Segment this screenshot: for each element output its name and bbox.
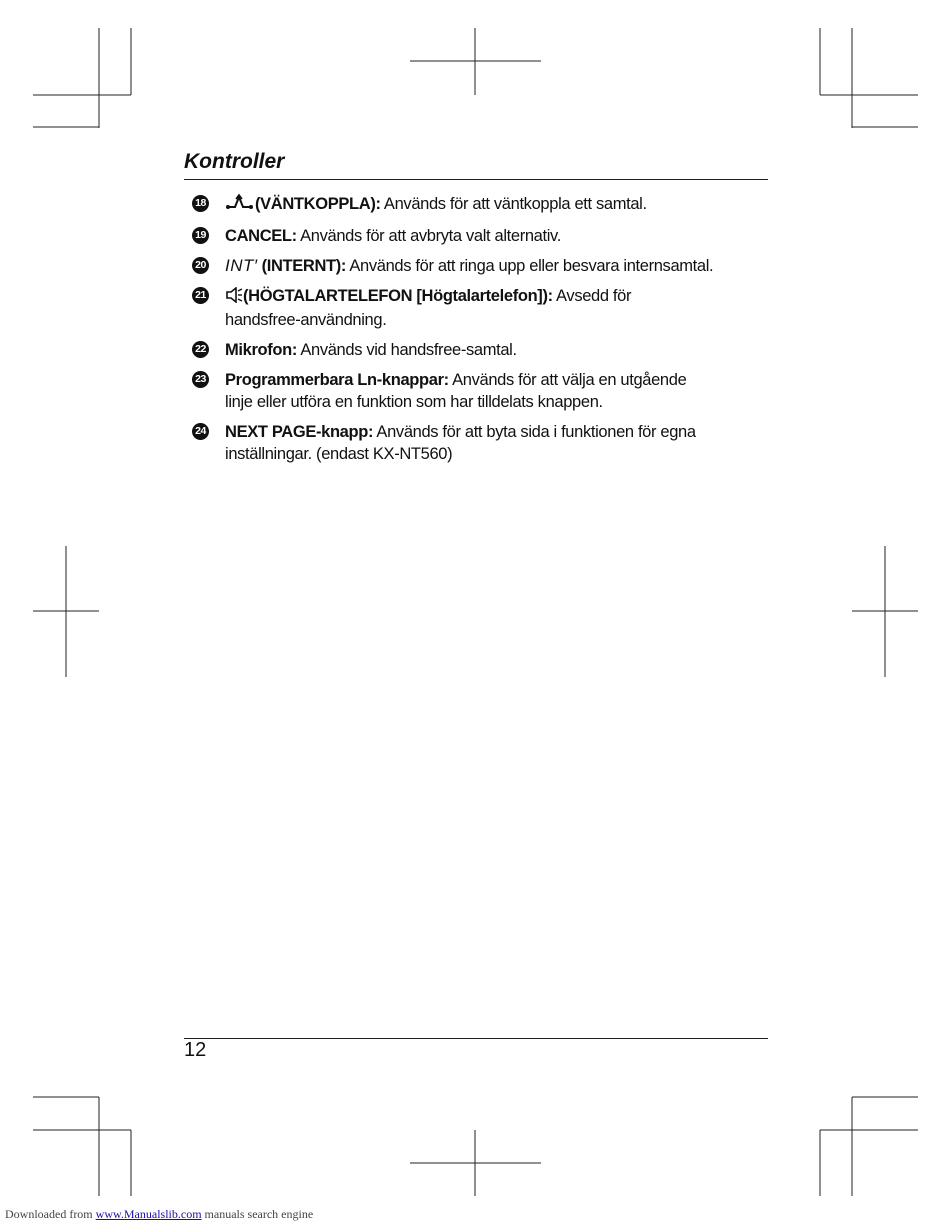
download-footer (5, 1207, 313, 1222)
hold-icon (225, 193, 255, 217)
section-title: Kontroller (184, 150, 285, 173)
manualslib-link[interactable]: www.Manualslib.com (95, 1207, 202, 1221)
item-number: 22 (192, 341, 209, 358)
item-number: 19 (192, 227, 209, 244)
item-text: Avsedd för (552, 287, 632, 305)
list-item (190, 339, 750, 361)
list-item (190, 285, 750, 331)
item-number: 24 (192, 423, 209, 440)
int-icon: INT′ (225, 256, 258, 275)
item-label: (HÖGTALARTELEFON [Högtalartelefon]): (243, 287, 553, 305)
item-text-continued: linje eller utföra en funktion som har tilldelats knappen. (225, 393, 603, 411)
header-rule (184, 179, 768, 180)
item-text: Används för att väntkoppla ett samtal. (380, 195, 647, 213)
footer-suffix: manuals search engine (201, 1207, 314, 1221)
item-text-continued: inställningar. (endast KX-NT560) (225, 445, 453, 463)
list-item (190, 193, 750, 217)
item-number: 23 (192, 371, 209, 388)
list-item (190, 421, 750, 465)
item-text: Används för att avbryta valt alternativ. (296, 227, 561, 245)
item-text: Används för att ringa upp eller besvara internsamtal. (346, 257, 714, 275)
item-number: 18 (192, 195, 209, 212)
item-text: Används för att välja en utgående (448, 371, 687, 389)
list-item (190, 369, 750, 413)
footer-prefix: Downloaded from (5, 1207, 96, 1221)
item-number: 21 (192, 287, 209, 304)
item-label: Programmerbara Ln-knappar: (225, 371, 449, 389)
list-item (190, 255, 750, 277)
item-text: Används vid handsfree-samtal. (297, 341, 517, 359)
page-number: 12 (184, 1039, 207, 1061)
item-text-continued: handsfree-användning. (225, 311, 387, 329)
item-label: (VÄNTKOPPLA): (255, 195, 381, 213)
item-label: CANCEL: (225, 227, 297, 245)
list-item (190, 225, 750, 247)
item-text: Används för att byta sida i funktionen för egna (373, 423, 696, 441)
controls-list (190, 193, 750, 473)
item-label: (INTERNT): (261, 257, 347, 275)
item-label: NEXT PAGE-knapp: (225, 423, 374, 441)
footer-rule (184, 1038, 768, 1039)
item-label: Mikrofon: (225, 341, 298, 359)
item-number: 20 (192, 257, 209, 274)
speaker-icon (225, 287, 243, 309)
